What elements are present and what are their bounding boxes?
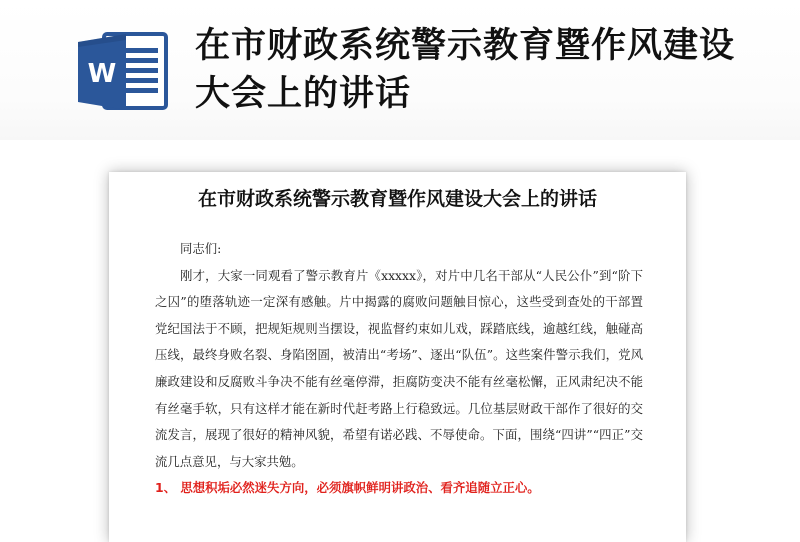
word-icon-letter: W (87, 59, 117, 89)
document-title: 在市财政系统警示教育暨作风建设大会上的讲话 (197, 188, 597, 210)
section-heading: 1、 思想积垢必然迷失方向，必须旗帜鲜明讲政治、看齐追随立正心。 (155, 480, 540, 496)
salutation: 同志们: (180, 241, 222, 256)
document-body (155, 236, 643, 502)
page-title: 在市财政系统警示教育暨作风建设大会上的讲话 (195, 26, 736, 114)
paragraph: 刚才，大家一同观看了警示教育片《xxxxx》，对片中几名干部从“人民公仆”到“阶下之囚”的堕落轨迹一定深有感触。片中揭露的腐败问题触目惊心，这些受到查处的干部置党纪国法于不顾，把规矩规则当摆设，视监督约束如儿戏，踩踏底线，逾越红线，触碰高压线，最终身败名裂、身陷囹圄，被清出“考场”、逐出“队伍”。这些案件警示我们，党风廉政建设和反腐败斗争决不能有丝毫停滞，拒腐防变决不能有丝毫松懈，正风肃纪决不能有丝毫手软，只有这样才能在新时代赶考路上行稳致远。几位基层财政干部作了很好的交流发言，展现了很好的精神风貌，希望有诺必践、不辱使命。下面，围绕“四讲”“四正”交流几点意见，与大家共勉。 (155, 267, 643, 469)
word-document-icon (74, 32, 174, 112)
